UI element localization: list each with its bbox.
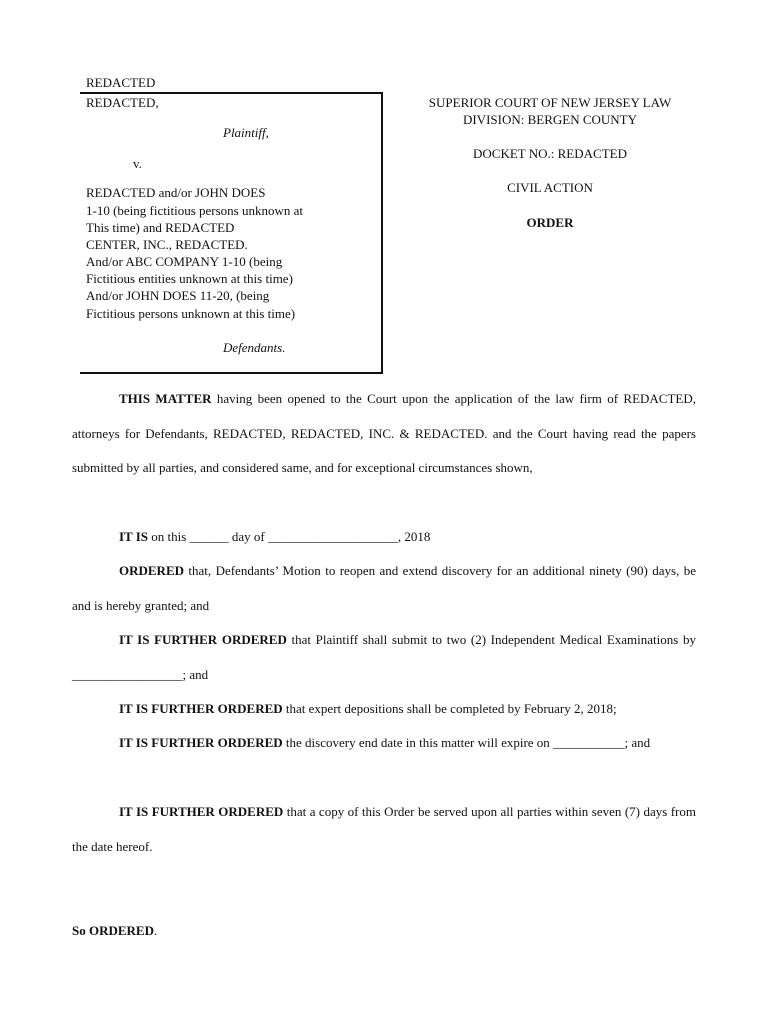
document-type: ORDER <box>526 215 574 230</box>
paragraph-this-matter <box>72 382 696 486</box>
court-name-line1: SUPERIOR COURT OF NEW JERSEY LAW <box>428 95 672 110</box>
caption-top-name: REDACTED <box>86 75 156 90</box>
paragraph-lead: IT IS FURTHER ORDERED <box>119 701 283 716</box>
paragraph-text: on this ______ day of ____________________, 2018 <box>148 529 431 544</box>
so-ordered <box>72 922 696 939</box>
paragraph-it-is <box>72 528 696 545</box>
defendant-line: CENTER, INC., REDACTED. <box>86 237 248 252</box>
paragraph-depositions <box>72 700 696 717</box>
paragraph-ordered <box>72 554 696 623</box>
paragraph-text: that a copy of this Order be served upon all parties within seven (7) days from the date hereof. <box>72 804 696 854</box>
caption-right-rule <box>381 92 383 374</box>
paragraph-text: that, Defendants’ Motion to reopen and extend discovery for an additional ninety (90) days, be and is hereby granted; and <box>72 563 696 613</box>
paragraph-end-date <box>72 726 696 761</box>
paragraph-lead: ORDERED <box>119 563 185 578</box>
plaintiff-label: Plaintiff, <box>223 125 269 140</box>
paragraph-lead: IT IS <box>119 529 149 544</box>
paragraph-text: that Plaintiff shall submit to two (2) Independent Medical Examinations by _________________; and <box>72 632 696 682</box>
paragraph-text: having been opened to the Court upon the application of the law firm of REDACTED, attorneys for Defendants, REDACTED, REDACTED, INC. & REDACTED. and the Court having read the papers submitted by all parties, and considered same, and for exceptional circumstances shown, <box>72 391 696 475</box>
defendant-line: And/or ABC COMPANY 1-10 (being <box>86 254 283 269</box>
versus: v. <box>133 156 142 171</box>
paragraph-lead: IT IS FURTHER ORDERED <box>119 632 287 647</box>
paragraph-text: the discovery end date in this matter will expire on ___________; and <box>282 735 651 750</box>
caption-bottom-rule <box>80 372 383 374</box>
defendant-line: Fictitious entities unknown at this time) <box>86 271 293 286</box>
defendant-line: REDACTED and/or JOHN DOES <box>86 185 266 200</box>
paragraph-text: that expert depositions shall be completed by February 2, 2018; <box>282 701 617 716</box>
paragraph-service <box>72 795 696 864</box>
paragraph-lead: IT IS FURTHER ORDERED <box>119 804 284 819</box>
closing-lead: So ORDERED <box>72 923 154 938</box>
civil-action: CIVIL ACTION <box>507 180 593 195</box>
plaintiff-name: REDACTED, <box>86 95 159 110</box>
defendant-line: This time) and REDACTED <box>86 220 235 235</box>
docket-number: DOCKET NO.: REDACTED <box>473 146 627 161</box>
paragraph-ime <box>72 623 696 692</box>
defendant-line: 1-10 (being fictitious persons unknown at <box>86 203 303 218</box>
court-name-line2: DIVISION: BERGEN COUNTY <box>462 112 638 127</box>
closing-text: . <box>154 923 158 938</box>
defendant-line: Fictitious persons unknown at this time) <box>86 306 296 321</box>
defendants-label: Defendants. <box>223 340 286 355</box>
paragraph-lead: THIS MATTER <box>119 391 212 406</box>
paragraph-lead: IT IS FURTHER ORDERED <box>119 735 283 750</box>
defendant-line: And/or JOHN DOES 11-20, (being <box>86 288 270 303</box>
